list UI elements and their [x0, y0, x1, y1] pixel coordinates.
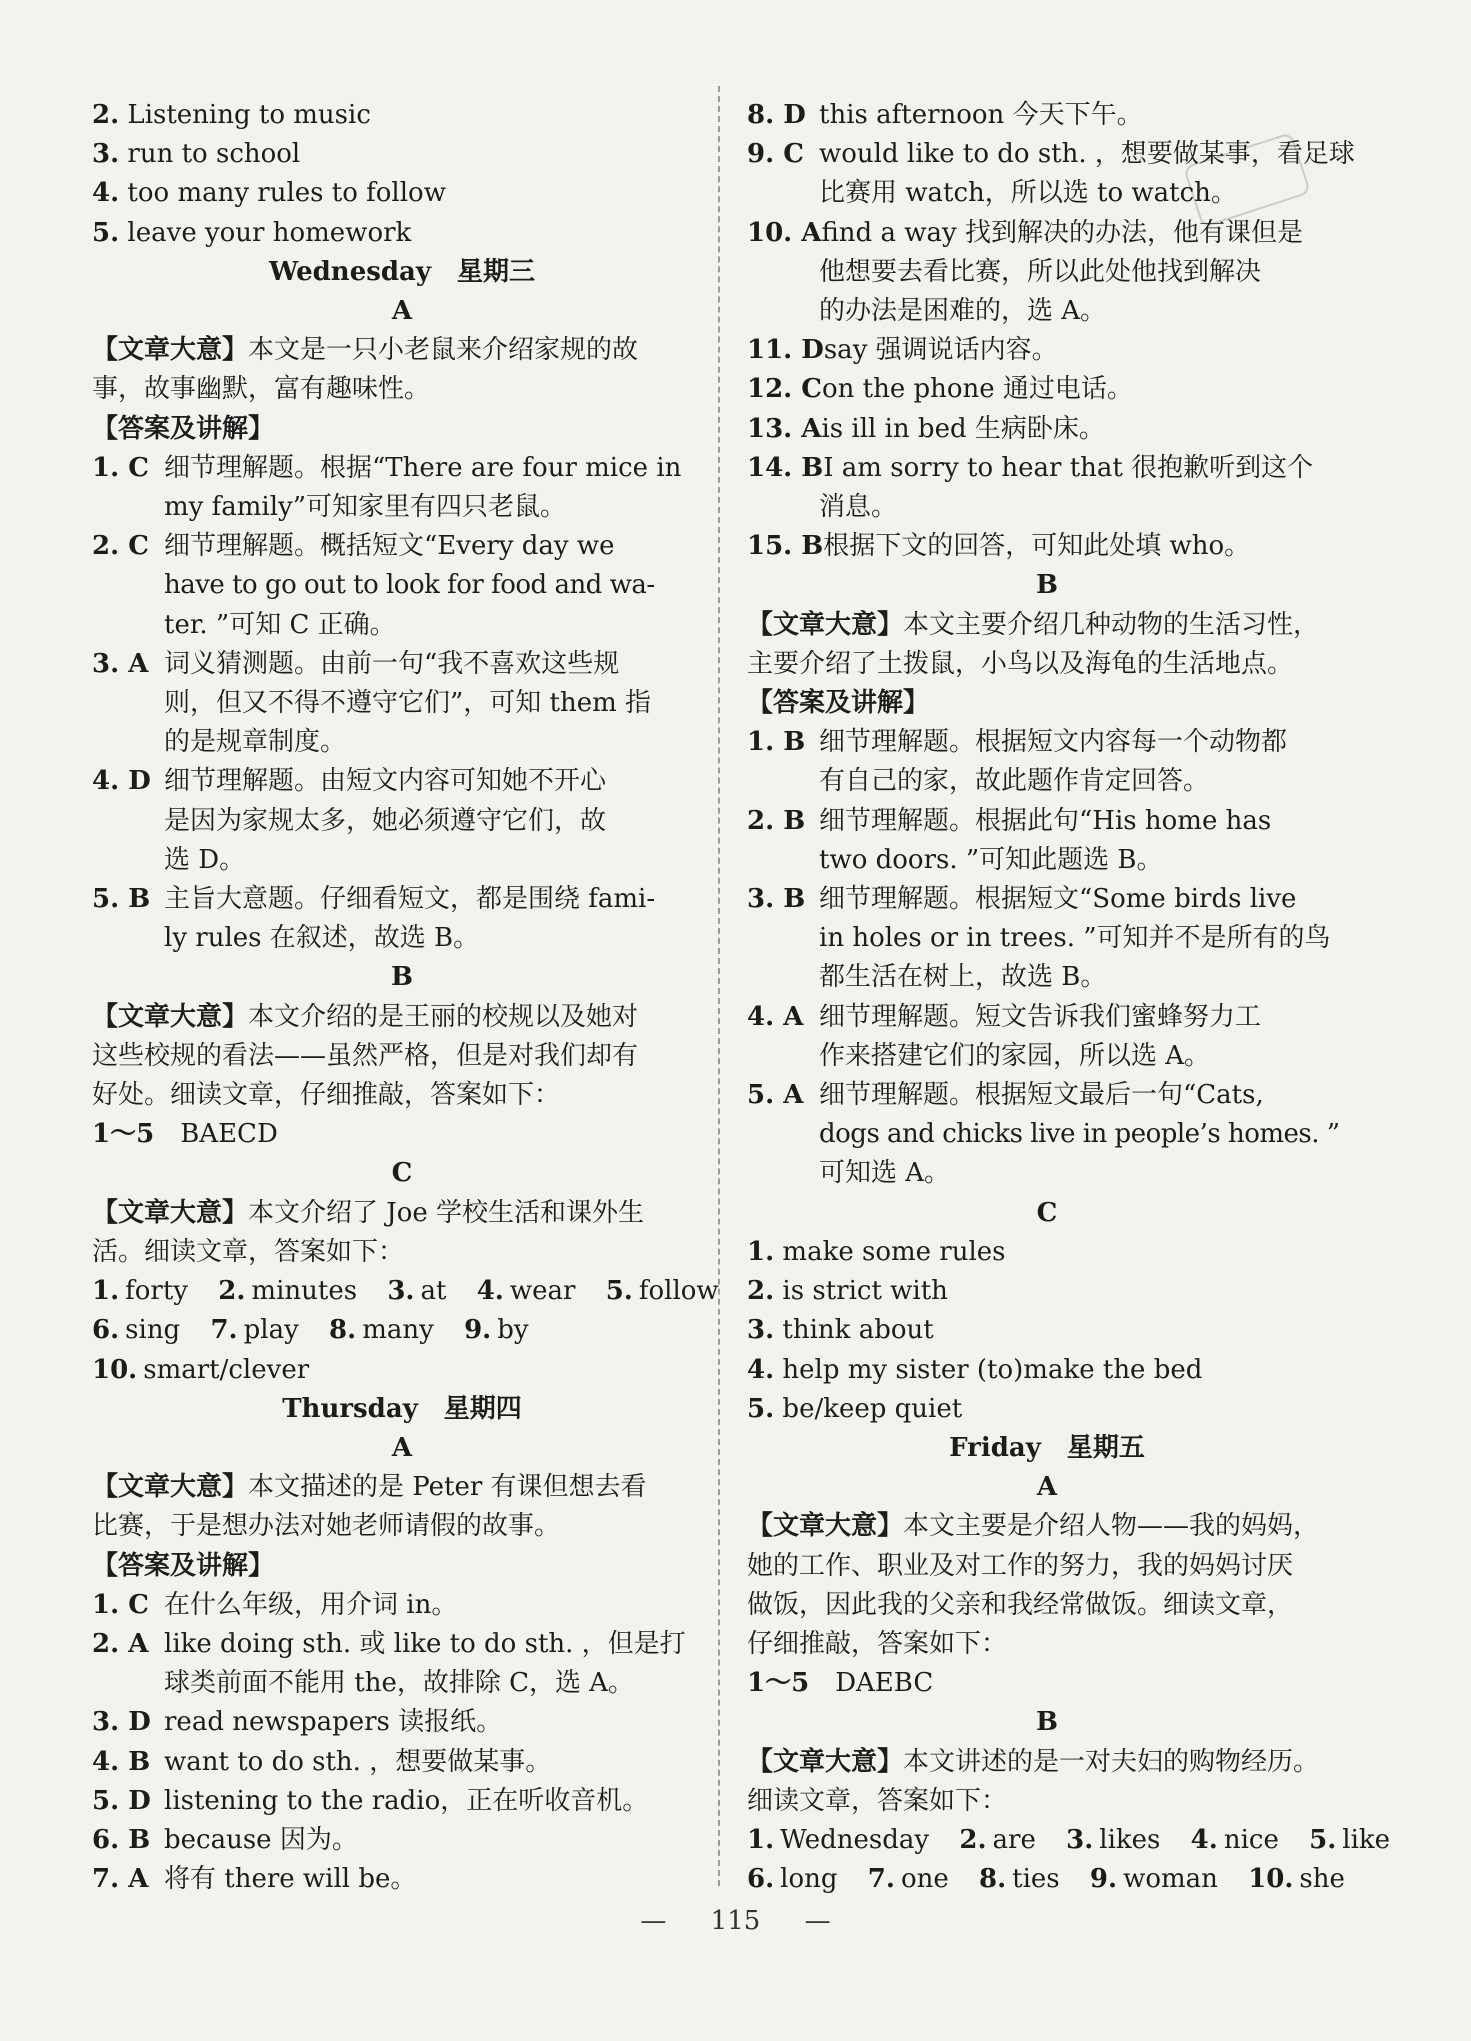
answer-line: 的办法是困难的，选 A。 — [819, 296, 1107, 327]
summary-line: 比赛，于是想办法对她老师请假的故事。 — [92, 1511, 561, 1542]
answer-line: 都生活在树上，故选 B。 — [819, 962, 1107, 993]
answer-header: 【答案及讲解】 — [92, 1550, 275, 1581]
list-item: 5. leave your homework — [92, 217, 412, 248]
answer-line: 他想要去看比赛，所以此处他找到解决 — [819, 256, 1262, 287]
answer-item: 11. Dsay 强调说话内容。 — [747, 335, 1058, 366]
summary-line: 【文章大意】本文讲述的是一对夫妇的购物经历。 — [747, 1746, 1320, 1777]
summary-line: 【文章大意】本文介绍了 Joe 学校生活和课外生 — [92, 1197, 645, 1228]
answer-line: 是因为家规太多，她必须遵守它们，故 — [164, 805, 607, 836]
answer-line: 的是规章制度。 — [164, 727, 347, 758]
answer-line: two doors. ”可知此题选 B。 — [819, 844, 1163, 875]
summary-line: 【文章大意】本文是一只小老鼠来介绍家规的故 — [92, 335, 639, 366]
answer-item: 9. C would like to do sth. ，想要做某事，看足球 — [747, 139, 1355, 170]
answer-word: 2. minutes — [218, 1276, 358, 1307]
passage-letter: C — [391, 1158, 413, 1189]
right-column — [747, 96, 1391, 1899]
answer-word: 2. are — [959, 1824, 1036, 1855]
summary-line: 主要介绍了土拨鼠，小鸟以及海龟的生活地点。 — [747, 648, 1294, 679]
answer-row — [92, 1272, 719, 1311]
footer-dash-right: — — [804, 1906, 831, 1936]
answer-word: 3. likes — [1066, 1824, 1161, 1855]
answer-word: 10. smart/clever — [92, 1354, 310, 1385]
answer-word: 7. play — [210, 1315, 299, 1346]
answer-item: 7. A 将有 there will be。 — [92, 1864, 417, 1895]
list-item: 1. make some rules — [747, 1236, 1006, 1267]
answer-item: 15. B根据下文的回答，可知此处填 who。 — [747, 531, 1251, 562]
answer-item: 5. B 主旨大意题。仔细看短文，都是围绕 fami- — [92, 884, 656, 915]
answer-line: my family”可知家里有四只老鼠。 — [164, 492, 566, 523]
answer-word: 6. long — [747, 1864, 838, 1895]
answer-item: 4. A 细节理解题。短文告诉我们蜜蜂努力工 — [747, 1001, 1262, 1032]
passage-letter: B — [391, 962, 413, 993]
answer-line: have to go out to look for food and wa- — [164, 570, 655, 601]
section-title-friday: Friday 星期五 — [949, 1432, 1145, 1463]
answer-word: 9. woman — [1089, 1864, 1218, 1895]
answer-item: 4. D 细节理解题。由短文内容可知她不开心 — [92, 766, 607, 797]
answer-item: 1. B 细节理解题。根据短文内容每一个动物都 — [747, 727, 1288, 758]
answer-item: 12. Con the phone 通过电话。 — [747, 374, 1133, 405]
answer-item: 2. A like doing sth. 或 like to do sth. ，但是打 — [92, 1628, 686, 1659]
page-number: 115 — [710, 1906, 761, 1936]
answer-item: 14. BI am sorry to hear that 很抱歉听到这个 — [747, 452, 1314, 483]
passage-letter: A — [1036, 1472, 1058, 1503]
top-items — [92, 96, 712, 253]
summary-line: 她的工作、职业及对工作的努力，我的妈妈讨厌 — [747, 1550, 1294, 1581]
answer-word: 1. forty — [92, 1276, 188, 1307]
answer-word: 1. Wednesday — [747, 1824, 930, 1855]
answer-line: 比赛用 watch，所以选 to watch。 — [819, 178, 1237, 209]
answer-line: 作来搭建它们的家园，所以选 A。 — [819, 1040, 1211, 1071]
answer-header: 【答案及讲解】 — [747, 688, 930, 719]
list-item: 3. think about — [747, 1315, 934, 1346]
left-column — [92, 96, 719, 1899]
summary-line: 仔细推敲，答案如下： — [747, 1628, 1008, 1659]
passage-letter: B — [1036, 1707, 1058, 1738]
passage-letter: C — [1036, 1197, 1058, 1228]
answer-line: 消息。 — [819, 492, 898, 523]
summary-line: 活。细读文章，答案如下： — [92, 1236, 405, 1267]
answer-line: dogs and chicks live in people’s homes. ” — [819, 1119, 1340, 1150]
answer-item: 5. D listening to the radio，正在听收音机。 — [92, 1785, 649, 1816]
column-divider — [718, 86, 720, 1886]
answer-item: 3. A 词义猜测题。由前一句“我不喜欢这些规 — [92, 648, 620, 679]
summary-line: 这些校规的看法——虽然严格，但是对我们却有 — [92, 1040, 639, 1071]
answer-item: 13. Ais ill in bed 生病卧床。 — [747, 413, 1105, 444]
footer-dash-left: — — [640, 1906, 667, 1936]
page-footer — [0, 1906, 1471, 1936]
answer-item: 4. B want to do sth. ，想要做某事。 — [92, 1746, 552, 1777]
answer-line: 选 D。 — [164, 844, 246, 875]
section-title-wednesday: Wednesday 星期三 — [268, 256, 536, 287]
answer-line: ter. ”可知 C 正确。 — [164, 609, 396, 640]
answer-item: 5. A 细节理解题。根据短文最后一句“Cats, — [747, 1080, 1264, 1111]
answer-item: 6. B because 因为。 — [92, 1824, 358, 1855]
answer-word: 3. at — [387, 1276, 447, 1307]
list-item: 3. run to school — [92, 139, 301, 170]
answer-item: 10. Afind a way 找到解决的办法，他有课但是 — [747, 217, 1303, 248]
answer-word: 10. she — [1248, 1864, 1345, 1895]
passage-letter: A — [391, 1432, 413, 1463]
answer-header: 【答案及讲解】 — [92, 413, 275, 444]
answer-row — [747, 1860, 1347, 1899]
answer-word: 5. like — [1309, 1824, 1391, 1855]
answer-line: 可知选 A。 — [819, 1158, 951, 1189]
answer-word: 6. sing — [92, 1315, 181, 1346]
answer-item: 1. C 细节理解题。根据“There are four mice in — [92, 452, 682, 483]
summary-line: 【文章大意】本文主要介绍几种动物的生活习性， — [747, 609, 1320, 640]
list-item: 2. Listening to music — [92, 100, 371, 130]
passage-letter: A — [391, 296, 413, 327]
answer-line: 有自己的家，故此题作肯定回答。 — [819, 766, 1210, 797]
answer-row — [92, 1311, 712, 1350]
summary-line: 【文章大意】本文描述的是 Peter 有课但想去看 — [92, 1472, 647, 1503]
answer-item: 1. C 在什么年级，用介词 in。 — [92, 1589, 458, 1620]
list-item: 4. help my sister (to)make the bed — [747, 1354, 1203, 1385]
passage-letter: B — [1036, 570, 1058, 601]
summary-line: 【文章大意】本文主要是介绍人物——我的妈妈， — [747, 1511, 1320, 1542]
answer-row — [747, 1821, 1391, 1860]
answer-line: 则，但又不得不遵守它们”，可知 them 指 — [164, 688, 652, 719]
answer-range: 1～5 DAEBC — [747, 1668, 934, 1699]
answer-item: 3. B 细节理解题。根据短文“Some birds live — [747, 884, 1297, 915]
answer-line: ly rules 在叙述，故选 B。 — [164, 923, 480, 954]
section-title-thursday: Thursday 星期四 — [282, 1393, 522, 1424]
answer-item: 2. C 细节理解题。概括短文“Every day we — [92, 531, 615, 562]
summary-line: 好处。细读文章，仔细推敲，答案如下： — [92, 1080, 561, 1111]
answer-item: 2. B 细节理解题。根据此句“His home has — [747, 805, 1272, 836]
summary-line: 做饭，因此我的父亲和我经常做饭。细读文章， — [747, 1589, 1294, 1620]
answer-row — [92, 1351, 712, 1390]
answer-word: 5. follow — [605, 1276, 719, 1307]
list-item: 4. too many rules to follow — [92, 178, 446, 209]
summary-line: 事，故事幽默，富有趣味性。 — [92, 374, 431, 405]
answer-line: 球类前面不能用 the，故排除 C，选 A。 — [164, 1668, 635, 1699]
answer-word: 8. many — [329, 1315, 434, 1346]
summary-line: 【文章大意】本文介绍的是王丽的校规以及她对 — [92, 1001, 639, 1032]
summary-line: 细读文章，答案如下： — [747, 1785, 1008, 1816]
answer-word: 4. nice — [1190, 1824, 1279, 1855]
answer-word: 4. wear — [476, 1276, 576, 1307]
answer-line: in holes or in trees. ”可知并不是所有的鸟 — [819, 923, 1331, 954]
answer-range: 1～5 BAECD — [92, 1119, 278, 1150]
list-item: 5. be/keep quiet — [747, 1393, 963, 1424]
answer-item: 3. D read newspapers 读报纸。 — [92, 1707, 503, 1738]
answer-word: 8. ties — [979, 1864, 1060, 1895]
answer-word: 9. by — [464, 1315, 529, 1346]
list-item: 2. is strict with — [747, 1276, 948, 1307]
answer-word: 7. one — [867, 1864, 949, 1895]
answer-item: 8. D this afternoon 今天下午。 — [747, 100, 1143, 130]
